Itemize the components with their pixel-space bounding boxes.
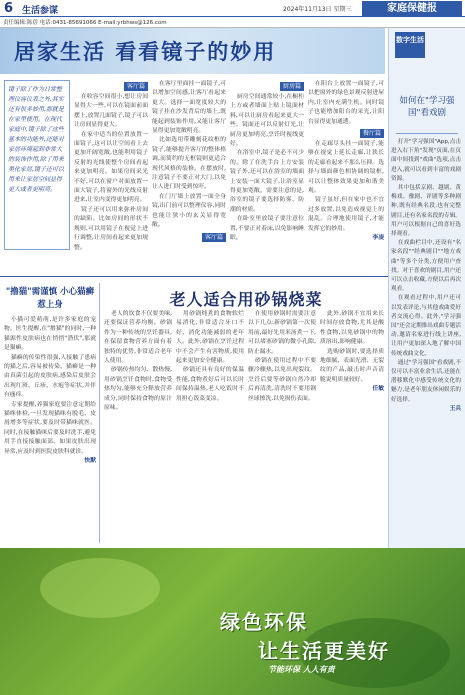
article-column xyxy=(248,310,316,544)
article-paragraph: 在门厅墙上放置一面全身镜,出门前可以整理仪容,同时也能让狭小的玄关显得宽敞。 xyxy=(152,193,226,229)
article-column xyxy=(176,310,244,544)
sidebar-paragraph: 打开"学习强国"App,点击进入右下角"发现"页面,在页面中间找到"戏曲"选项,点击进入,就可以看到丰富的戏剧资源。 xyxy=(391,139,461,182)
article-paragraph: 在使用砂锅时需要注意以下几点:新砂锅第一次使用前,最好先用米汤煮一下,可以堵塞砂锅的微小孔隙,防止漏水。 xyxy=(248,311,316,355)
article-paragraph: 在客厅里面挂一面镜子,可以增加空间感,让客厅看起来更大。选择一面宽度较大的镜子挂在沙发背后的墙上,既能起到装饰作用,又能让客厅显得更加宽敞明亮。 xyxy=(152,81,226,135)
article-paragraph: 在浴室中,镜子是必不可少的。除了在洗手台上方安装镜子外,还可以在浴室的墙面上安装一面大镜子,让浴室显得更加宽敞。需要注意的是,浴室的镜子要选择防雾、防潮的材质。 xyxy=(230,150,304,213)
side-story-body xyxy=(4,316,96,544)
issue-date: 2024年11月13日 星期三 xyxy=(283,6,352,13)
article-paragraph: 在收容空间很小,想让房间显得大一些,可以在镜面前面摆上,放置几面镜子,镜子可以让房间显得更大。 xyxy=(74,94,148,129)
article-column xyxy=(320,310,384,544)
article-paragraph: 老人的饮食不仅要美味,还要保证营养均衡。砂锅作为一种传统的烹饪器具,在保留食物营养方面有着独特的优势,非常适合老年人使用。 xyxy=(104,311,172,365)
sidebar-paragraph: 其中包括京剧、越剧、黄梅戏、豫剧、评剧等多种剧种,既有经典名段,也有完整剧目,还有名家名段的专辑。用户可以根据自己的喜好选择观看。 xyxy=(391,185,461,238)
subsection-tag: 餐厅篇 xyxy=(360,129,384,138)
sidebar-divider xyxy=(396,133,458,134)
sidebar-paragraph: 通过"学习强国"看戏剧,不仅可以丰富业余生活,还能在潜移默化中感受传统文化的魅力,是老年朋友休闲娱乐的好选择。 xyxy=(391,359,461,403)
article-paragraph: 专家提醒,养猫家庭要注意定期给猫咪体检,一旦发现猫咪有脱毛、皮屑增多等症状,要及时带猫咪就医。同时,在接触猫咪后要及时洗手,避免用手直接接触面部。如果皮肤出现异常,应及时到医院皮肤科就诊。 xyxy=(4,401,96,455)
article-paragraph: 在阳台上放置一面镜子,可以把窗外的绿色景观反射进屋内,让室内充满生机。同时镜子也能增加阳台的采光,让阳台显得更加通透。 xyxy=(308,81,384,125)
ad-slogan: 节能环保 人人有责 xyxy=(268,665,335,674)
article-column xyxy=(308,80,384,272)
feature-intro: 镜子除了作为日常整理仪容仪表之外,其实还有很多妙用,那就是在家里使用。在现代家庭中,镜子除了这些基本的功能外,还能对家居环境起到非常大的装饰作用,除了用来美化家居,镜子还可以用来让家居空间显得更大或者更明亮。 xyxy=(4,80,70,250)
article-paragraph: 砂锅还具有良好的保温性能,食物煮好后可以长时间保持温热,老人吃饭时不用担心饭菜变凉。 xyxy=(176,367,244,402)
article-paragraph: 在卧室里放镜子要注意位置,不要正对着床,以免影响睡眠。 xyxy=(230,216,304,242)
feature-title: 居家生活 看看镜子的妙用 xyxy=(14,39,277,64)
article-paragraph: 在走廊尽头挂一面镜子,能够在视觉上延长走廊,让狭长的走廊看起来不那么压抑。选择与墙面颜色相协调的镜框,可以让整体效果更加和谐美观。 xyxy=(308,141,384,195)
section-name: 生活参谋 xyxy=(22,6,59,16)
column-divider xyxy=(99,283,100,543)
article-paragraph: 此外,砂锅不宜用来长时间存放食物,尤其是酸性食物,以免砂锅中的物质溶出,影响健康。 xyxy=(320,311,384,346)
sidebar-label: 数字生活 xyxy=(395,32,425,58)
leaf-decoration xyxy=(40,558,160,618)
side-story-title: "撸猫"需谨慎 小心猫癣惹上身 xyxy=(5,287,95,310)
article-paragraph: 选购砂锅时,要选择质地细腻、表面光滑、无裂纹的产品,敲击时声音清脆说明质量较好。 xyxy=(320,348,384,383)
article-paragraph: 镜子虽好,但在家中也不宜过多放置,以免造成视觉上的混乱。合理地使用镜子,才能发挥它的妙用。 xyxy=(308,197,384,232)
sidebar-title: 如何在"学习强国"看戏剧 xyxy=(399,96,455,118)
page-header xyxy=(0,0,465,17)
editor-line: 责任编辑:陈蓓 电话:0431-85691066 E-mail:yrbhws@126.com xyxy=(0,18,465,28)
advertisement-banner xyxy=(0,548,465,695)
article-paragraph: 砂锅传热均匀、散热慢,用砂锅烹饪食物时,食物受热均匀,能够充分释放营养成分,同时保持食物的原汁原味。 xyxy=(104,367,172,412)
page-number: 6 xyxy=(4,1,14,16)
article-title: 老人适合用砂锅烧菜 xyxy=(169,290,323,309)
article-paragraph: 砂锅在使用过程中不要骤冷骤热,以免出现裂纹。烹饪后要等砂锅自然冷却后再清洗,清洗时不要用钢丝球擦洗,以免损伤表面。 xyxy=(248,358,316,402)
ad-headline: 绿色环保 xyxy=(220,610,308,634)
article-paragraph: 镜子还可以用来弥补房间的缺陷。比如房间的形状不规则,可以用镜子在视觉上进行调整,让房间看起来更加规整。 xyxy=(74,206,148,251)
article-paragraph: 在家中适当的位置放置一面镜子,这可以让空间看上去更加开阔宽敞,也能利用镜子反射的光线使整个房间看起来更加明亮。如果房间采光不好,可以在窗户对面放置一面大镜子,将窗外的光线反射进来,让室内变得更加明亮。 xyxy=(74,131,148,204)
masthead: 家庭保健报 xyxy=(362,1,462,16)
section-divider xyxy=(0,276,388,277)
article-paragraph: 厨房空间通常较小,在橱柜上方或者墙面上贴上镜面材料,可以让厨房看起来更大一些。镜面还可以反射灯光,让厨房更加明亮,烹饪时视线更好。 xyxy=(230,94,304,148)
ad-headline-2: 让生活更美好 xyxy=(258,639,390,663)
sidebar-paragraph: 在观看过程中,用户还可以发表评论,与其他戏曲爱好者交流心得。此外,"学习强国"还会定期推出戏曲专题活动,邀请名家进行线上讲座,让用户更加深入地了解中国传统戏曲文化。 xyxy=(391,295,461,357)
byline: 快默 xyxy=(84,458,96,465)
article-column xyxy=(152,80,226,272)
article-paragraph: 猫癣的传染性很强,人接触了患病的猫之后,容易被传染。猫癣是一种由真菌引起的皮肤病,感染后皮肤会出现红斑、丘疹、水疱等症状,并伴有瘙痒。 xyxy=(4,354,96,399)
subsection-tag: 厨房篇 xyxy=(280,82,304,91)
article-paragraph: 小猫可爱萌萌,是许多家庭的宠物。医生提醒,在"撸猫"的同时,一种猫源性皮肤病也在悄悄"潜伏",那就是猫癣。 xyxy=(4,317,96,352)
article-column xyxy=(74,80,148,272)
byline: 李凌 xyxy=(372,235,384,242)
sidebar-byline: 王兵 xyxy=(449,405,461,412)
byline: 任敏 xyxy=(372,386,384,393)
article-column xyxy=(230,80,304,272)
sidebar-body xyxy=(391,138,461,538)
subsection-tag: 客厅篇 xyxy=(202,233,226,242)
sidebar-paragraph: 在戏曲栏目中,还设有"名家名段""经典剧目""地方戏曲"等多个分类,方便用户查找。对于喜欢的剧目,用户还可以点击收藏,方便以后再次观看。 xyxy=(391,240,461,293)
article-column xyxy=(104,310,172,544)
article-paragraph: 用砂锅炖煮的食物软烂易消化,非常适合牙口不好、消化功能减弱的老年人。此外,砂锅在烹饪过程中不会产生有害物质,使用起来更加安全健康。 xyxy=(176,311,244,365)
article-paragraph: 比如选用带雕刻花纹框的镜子,能够提升客厅的整体格调,而简约的无框镜则更适合现代风格的装修。在摆放时,注意镜子不要正对大门,以免让人进门时受到惊吓。 xyxy=(152,137,226,191)
feature-banner xyxy=(0,28,385,74)
subsection-tag: 客厅篇 xyxy=(124,82,148,91)
